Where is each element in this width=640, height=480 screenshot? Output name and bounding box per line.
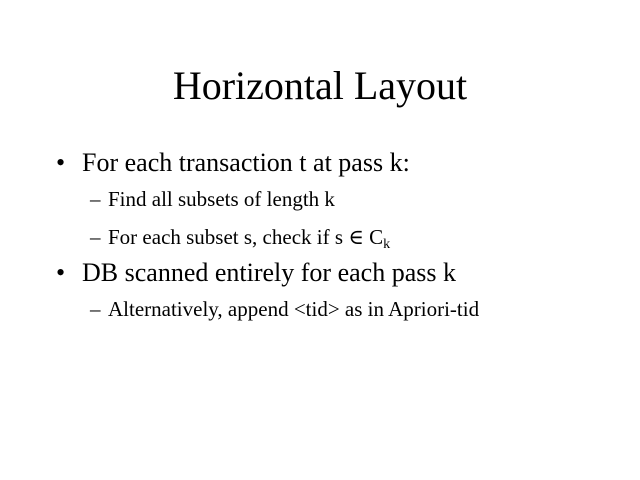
bullet-icon: • [56,258,66,287]
subscript-text: k [383,237,391,252]
bullet-text: DB scanned entirely for each pass k [82,258,456,287]
sub-bullet-item-1-2 [90,224,390,250]
bullet-item-1 [56,148,410,178]
sub-bullet-text: For each subset s, check if s ∈ C [108,225,384,249]
sub-bullet-text: Alternatively, append <tid> as in Apriori-tid [108,297,480,321]
dash-icon: – [90,297,101,321]
bullet-item-2 [56,258,456,288]
slide-title: Horizontal Layout [172,63,468,108]
dash-icon: – [90,225,101,249]
sub-bullet-item-2-1 [90,296,479,322]
bullet-text: For each transaction t at pass k: [82,148,410,177]
bullet-icon: • [56,148,66,177]
dash-icon: – [90,187,101,211]
sub-bullet-item-1-1 [90,186,335,212]
sub-bullet-text: Find all subsets of length k [108,187,335,211]
